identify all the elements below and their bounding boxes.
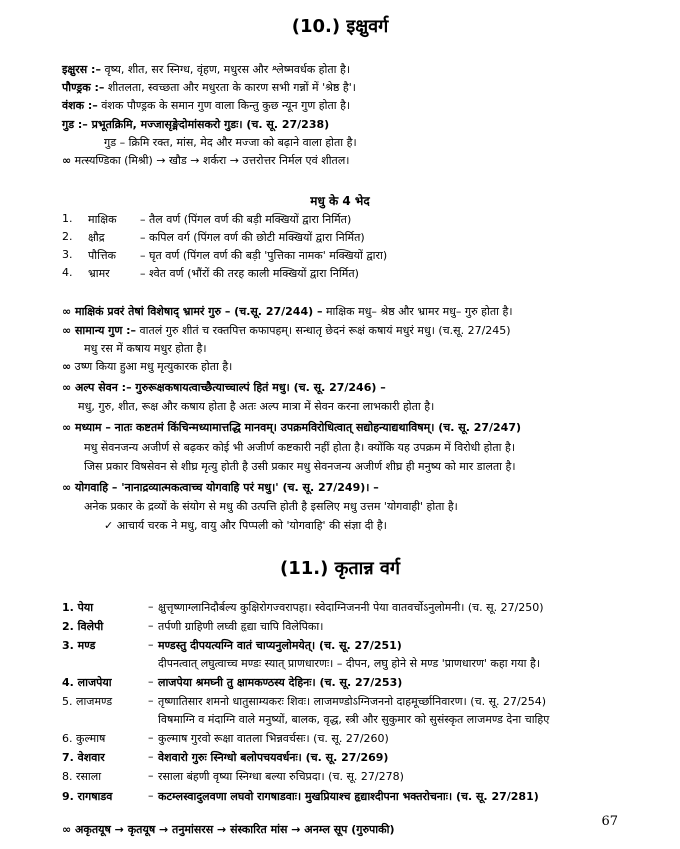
text-line: ∞ मत्स्यण्डिका (मिश्री) → खौड → शर्करा → उत्तरोत्तर निर्मल एवं शीतल। [62, 154, 350, 167]
text-line: पौण्ड्रक :– शीतलता, स्वच्छता और मधुरता के कारण सभी गन्नों में 'श्रेष्ठ है'। [62, 81, 356, 94]
footer-chain: ∞ अकृतयूष → कृतयूष → तनुमांसरस → संस्कारित मांस → अनम्ल सूप (गुरुपाकी) [62, 823, 395, 836]
text-line: वंशक :– वंशक पौण्ड्रक के समान गुण वाला किन्तु कुछ न्यून गुण होता है। [62, 99, 351, 112]
page-number: 67 [601, 814, 618, 829]
text-line: गुड :– प्रभूतक्रिमि, मज्जासृङ्मेदोमांसकरो गुडः। (च. सू. 27/238) [62, 118, 330, 131]
note-line: ∞ माक्षिकं प्रवरं तेषां विशेषाद् भ्रामरं गुरु – (च.सू. 27/244) – माक्षिक मधु– श्रेष्ठ और भ्रामर मधु– गुरु होता है। [62, 305, 513, 318]
section-10-title: (10.) इक्षुवर्ग [291, 16, 389, 37]
note-line: मधु सेवनजन्य अजीर्ण से बढ़कर कोई भी अजीर्ण कष्टकारी नहीं होता है। क्योंकि यह उपक्रम में विरोधी होता है। [84, 441, 515, 454]
note-line: अनेक प्रकार के द्रव्यों के संयोग से मधु की उत्पत्ति होती है इसलिए मधु उत्तम 'योगवाही' होता है। [84, 500, 458, 513]
document-page: (10.) इक्षुवर्ग इक्षुरस :– वृष्य, शीत, सर स्निग्ध, वृंहण, मधुरस और श्लेष्मवर्धक होता है। पौण्ड्रक :– शीतलता, स्वच्छता और मधुरता के कारण सभी गन्नों में 'श्रेष्ठ है'। वंशक :– वंशक पौण्ड्रक के समान गुण वाला किन्तु कुछ न्यून गुण होता है। गुड :– प्रभूतक्रिमि, मज्जासृङ्मेदोमांसकरो गुडः। (च. सू. 27/238) गुड – क्रिमि रक्त, मांस, मेद और मज्जा को बढ़ाने वाला होता है। ∞ मत्स्यण्डिका (मिश्री) → खौड → शर्करा → उत्तरोत्तर निर्मल एवं शीतल। मधु के 4 भेद 1. माक्षिक – तैल वर्ण (पिंगल वर्ण की बड़ी मक्खियों द्वारा निर्मित) 2. क्षौद्र – कपिल वर्ग (पिंगल वर्ण की छोटी मक्खियों द्वारा निर्मित) 3. पौत्तिक – घृत वर्ण (पिंगल वर्ण की बड़ी 'पुत्तिका नामक' मक्खियों द्वारा) 4. भ्रामर – श्वेत वर्ण (भौंरों की तरह काली मक्खियों द्वारा निर्मित) ∞ माक्षिकं प्रवरं तेषां विशेषाद् भ्रामरं गुरु – (च.सू. 27/244) – माक्षिक मधु– श्रेष्ठ और भ्रामर मधु– गुरु होता है। ∞ सामान्य गुण :– वातलं गुरु शीतं च रक्तपित्त कफापहम्। सन्धातृ छेदनं रूक्षं कषायं मधुरं मधु। (च.सू. 27/245) मधु रस में कषाय मधुर होता है। ∞ उष्ण किया हुआ मधु मृत्युकारक होता है। ∞ अल्प सेवन :– गुरुरूक्षकषायत्वाच्छैत्याच्चाल्पं हितं मधु। (च. सू. 27/246) – मधु, गुरु, शीत, रूक्ष और कषाय होता है अतः अल्प मात्रा में सेवन करना लाभकारी होता है। ∞ मध्याम – नातः कष्टतमं किंचिन्मध्यामात्तद्धि मानवम्। उपक्रमविरोधित्वात् सद्योहन्याद्यथाविषम्। (च. सू. 27/247) मधु सेवनजन्य अजीर्ण से बढ़कर कोई भी अजीर्ण कष्टकारी नहीं होता है। क्योंकि यह उपक्रम में विरोधी होता है। जिस प्रकार विषसेवन से शीघ्र मृत्यु होती है उसी प्रकार मधु सेवनजन्य अजीर्ण शीघ्र ही मनुष्य को मार डालता है। ∞ योगवाहि – 'नानाद्रव्यात्मकत्वाच्च योगवाहि परं मधु।' (च. सू. 27/249)। – अनेक प्रकार के द्रव्यों के संयोग से मधु की उत्पत्ति होती है इसलिए मधु उत्तम 'योगवाही' होता है। ✓ आचार्य चरक ने मधु, वायु और पिप्पली को 'योगवाहि' की संज्ञा दी है। (11.) कृतान्न वर्ग 1. पेया – क्षुत्तृष्णाग्लानिदौर्बल्य कुक्षिरोगज्वरापहा। स्वेदाग्निजननी पेया वातवर्चोऽनुलोमनी। (च. सू. 27/250) 2. विलेपी – तर्पणी ग्राहिणी लघ्वी हृद्या चापि विलेपिका। 3. मण्ड – मण्डस्तु दीपयत्यग्नि वातं चाप्यनुलोमयेत्। (च. सू. 27/251) दीपनत्वात् लघुत्वाच्च मण्डः स्यात् प्राणधारणः। – दीपन, लघु होने से मण्ड 'प्राणधारण' कहा गया है। 4. लाजपेया – लाजपेया श्रमघ्नी तु क्षामकण्ठस्य देहिनः। (च. सू. 27/253) 5. लाजमण्ड – तृष्णातिसार शमनो धातुसाम्यकरः शिवः। लाजमण्डोऽग्निजननो दाहमूर्च्छानिवारण। (च. सू. 27/254) विषमाग्नि व मंदाग्नि वाले मनुष्यों, बालक, वृद्ध, स्त्री और सुकुमार को सुसंस्कृत लाजमण्ड देना चाहिए 6. कुल्माष – कुल्माष गुरवो रूक्षा वातला भिन्नवर्चसः। (च. सू. 27/260) 7. वेशवार – वेशवारो गुरुः स्निग्धो बलोपचयवर्धनः। (च. सू. 27/269) 8. रसाला – रसाला बंहणी वृष्या स्निग्धा बल्या रुचिप्रदा। (च. सू. 27/278) 9. रागषाडव – कटम्लस्वादुलवणा लघवो रागषाडवाः। मुखप्रियाश्च हृद्याश्दीपना भक्तरोचनाः। (च. सू. 27/281) ∞ अकृतयूष → कृतयूष → तनुमांसरस → संस्कारित मांस → अनम्ल सूप (गुरुपाकी) 67 [0, 0, 680, 849]
note-line: ∞ योगवाहि – 'नानाद्रव्यात्मकत्वाच्च योगवाहि परं मधु।' (च. सू. 27/249)। – [62, 481, 379, 494]
note-line: ∞ मध्याम – नातः कष्टतमं किंचिन्मध्यामात्तद्धि मानवम्। उपक्रमविरोधित्वात् सद्योहन्याद्यथाविषम्। (च. सू. 27/247) [62, 421, 522, 434]
note-line: जिस प्रकार विषसेवन से शीघ्र मृत्यु होती है उसी प्रकार मधु सेवनजन्य अजीर्ण शीघ्र ही मनुष्य को मार डालता है। [84, 460, 516, 473]
note-line: ✓ आचार्य चरक ने मधु, वायु और पिप्पली को 'योगवाहि' की संज्ञा दी है। [104, 519, 387, 532]
note-line: मधु, गुरु, शीत, रूक्ष और कषाय होता है अतः अल्प मात्रा में सेवन करना लाभकारी होता है। [78, 400, 435, 413]
madhu-heading: मधु के 4 भेद [310, 194, 370, 208]
note-line: ∞ अल्प सेवन :– गुरुरूक्षकषायत्वाच्छैत्याच्चाल्पं हितं मधु। (च. सू. 27/246) – [62, 381, 386, 394]
text-line: गुड – क्रिमि रक्त, मांस, मेद और मज्जा को बढ़ाने वाला होता है। [104, 136, 357, 149]
note-line: मधु रस में कषाय मधुर होता है। [84, 342, 207, 355]
section-11-title: (11.) कृतान्न वर्ग [279, 558, 401, 579]
note-line: ∞ उष्ण किया हुआ मधु मृत्युकारक होता है। [62, 360, 233, 373]
note-line: ∞ सामान्य गुण :– वातलं गुरु शीतं च रक्तपित्त कफापहम्। सन्धातृ छेदनं रूक्षं कषायं मधुरं मधु। (च.सू. 27/245) [62, 324, 511, 337]
text-line: इक्षुरस :– वृष्य, शीत, सर स्निग्ध, वृंहण, मधुरस और श्लेष्मवर्धक होता है। [62, 63, 350, 76]
